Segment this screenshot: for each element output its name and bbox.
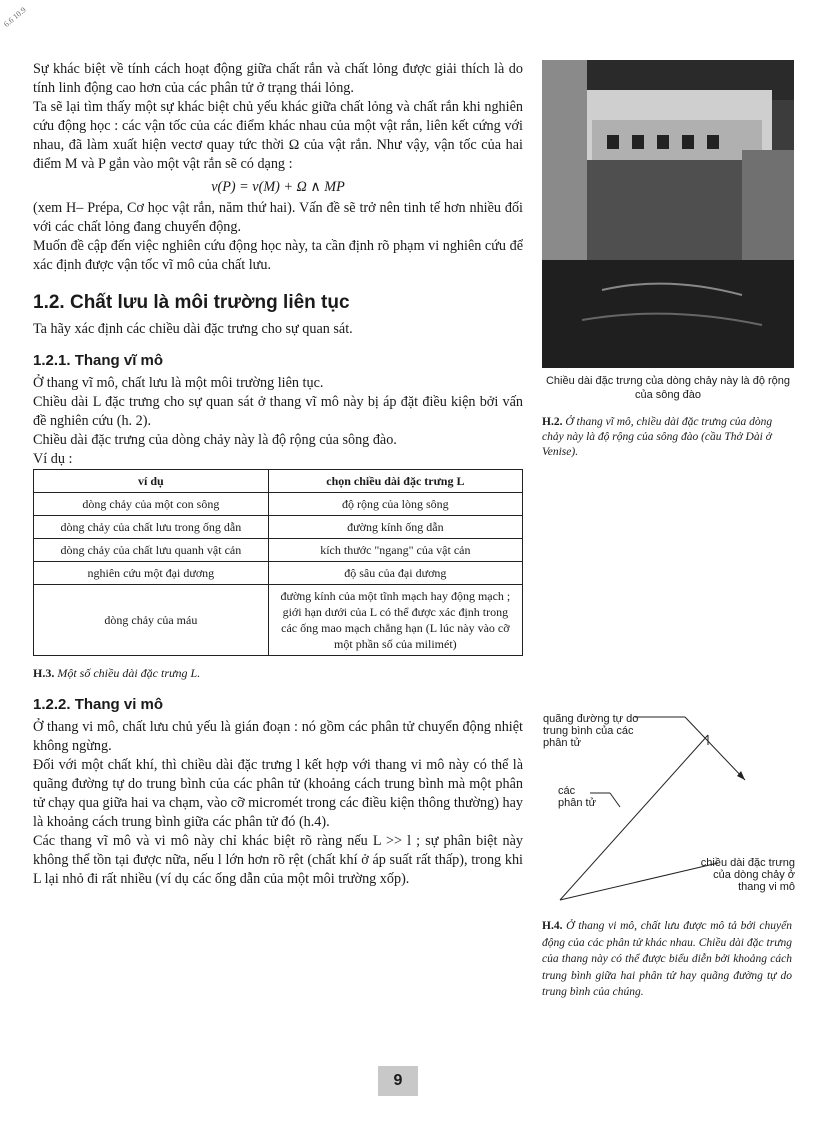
label-molecules: các phân tử bbox=[558, 785, 596, 809]
figure-4-diagram bbox=[540, 705, 800, 915]
table-cell: đường kính của một tĩnh mạch hay động mạch ; giới hạn dưới của L có thể được xác định trong các ống mao mạch chẳng hạn (L lúc này vào cỡ một phần số của milimét) bbox=[268, 585, 522, 656]
intro-paragraph-1: Sự khác biệt về tính cách hoạt động giữa chất rắn và chất lỏng được giải thích là do tính linh động cao hơn của các phân tử ở trạng thái lỏng. bbox=[33, 61, 523, 96]
table-row bbox=[34, 585, 523, 656]
velocity-formula: v(P) = v(M) + Ω ∧ MP bbox=[211, 179, 345, 195]
photo-caption: Chiều dài đặc trưng của dòng chảy này là độ rộng của sông đào bbox=[545, 375, 791, 401]
figure-caption-h4-text: Ở thang vi mô, chất lưu được mô tả bởi chuyển động của các phân tử khác nhau. Chiều dài đặc trưng của thang này có thể được biểu diễn bởi khoảng cách trung bình giữa hai phân tử hay quãng đường tự do trung bình của chúng. bbox=[542, 920, 793, 998]
canal-photo-drawing bbox=[542, 60, 794, 368]
section-heading-1-2-2: 1.2.2. Thang vi mô bbox=[33, 696, 164, 713]
leader-line bbox=[610, 793, 620, 807]
figure-caption-h4 bbox=[542, 918, 792, 1001]
label-characteristic-length: chiều dài đặc trưng của dòng chảy ở thang vi mô bbox=[700, 857, 795, 893]
table-cell: đường kính ống dẫn bbox=[268, 516, 522, 539]
section-heading-1-2: 1.2. Chất lưu là môi trường liên tục bbox=[33, 292, 350, 313]
section-1-2-2-paragraph-2: Đối với một chất khí, thì chiều dài đặc trưng l kết hợp với thang vi mô này có thể là quãng đường tự do trung bình của các phân tử (khoảng cách trung bình mà một phân tử chạy qua giữa hai va chạm, vào cỡ micromét trong các điều kiện thông thường) hay là khoảng cách trung bình giữa các phân tử đó (h.4). bbox=[33, 757, 523, 830]
table-cell: độ sâu của đại dương bbox=[268, 562, 522, 585]
figure-caption-h2-text: Ở thang vĩ mô, chiều dài đặc trưng của dòng chảy này là độ rộng của sông đào (cầu Thở Dài ở Venise). bbox=[542, 416, 773, 458]
figure-caption-h2-label: H.2. bbox=[542, 416, 563, 428]
figure-caption-h2 bbox=[542, 415, 792, 460]
figure-caption-h3-text: Một số chiều dài đặc trưng L. bbox=[57, 666, 201, 680]
section-heading-1-2-1: 1.2.1. Thang vĩ mô bbox=[33, 352, 164, 369]
table-header-example: ví dụ bbox=[34, 470, 269, 493]
section-1-2-2-paragraph-1: Ở thang vi mô, chất lưu chủ yếu là gián đoạn : nó gồm các phân tử chuyển động nhiệt không ngừng. bbox=[33, 719, 523, 754]
table-cell: dòng chảy của một con sông bbox=[34, 493, 269, 516]
figure-caption-h3 bbox=[33, 664, 523, 683]
figure-caption-h3-label: H.3. bbox=[33, 666, 55, 680]
venice-canal-photo bbox=[542, 60, 794, 368]
section-1-2-1-paragraph-3: Chiều dài đặc trưng của dòng chảy này là độ rộng của sông đào. bbox=[33, 432, 397, 448]
examples-table bbox=[33, 469, 523, 656]
table-row bbox=[34, 493, 523, 516]
table-cell: nghiên cứu một đại dương bbox=[34, 562, 269, 585]
table-header-row bbox=[34, 470, 523, 493]
table-row bbox=[34, 516, 523, 539]
table-cell: kích thước "ngang" của vật cản bbox=[268, 539, 522, 562]
figure-caption-h4-label: H.4. bbox=[542, 920, 563, 932]
intro-paragraph-2: Ta sẽ lại tìm thấy một sự khác biệt chủ yếu khác giữa chất lỏng và chất rắn khi nghiên cứu động học : các vận tốc của các điểm khác nhau của một vật rắn, liên kết cứng với nhau, đã làm xuất hiện vectơ quay tức thời Ω của vật rắn. Như vậy, vận tốc của hai điểm M và P gắn vào một vật rắn sẽ có dạng : bbox=[33, 99, 523, 172]
section-1-2-1-paragraph-1: Ở thang vĩ mô, chất lưu là một môi trường liên tục. bbox=[33, 375, 324, 391]
corner-mark: 6.6 10.9 bbox=[2, 5, 28, 29]
section-1-2-intro: Ta hãy xác định các chiều dài đặc trưng cho sự quan sát. bbox=[33, 321, 353, 337]
intro-paragraph-4: Muốn đề cập đến việc nghiên cứu động học này, ta cần định rõ phạm vi nghiên cứu để xác định được vận tốc vĩ mô của chất lưu. bbox=[33, 238, 523, 273]
leader-line bbox=[685, 717, 745, 780]
intro-paragraph-3: (xem H– Prépa, Cơ học vật rắn, năm thứ hai). Vấn đề sẽ trở nên tinh tế hơn nhiều đối với các chất lỏng đang chuyển động. bbox=[33, 200, 523, 235]
table-cell: dòng chảy của chất lưu trong ống dẫn bbox=[34, 516, 269, 539]
table-row bbox=[34, 562, 523, 585]
main-column bbox=[33, 60, 523, 889]
example-label: Ví dụ : bbox=[33, 451, 73, 467]
table-header-length: chọn chiều dài đặc trưng L bbox=[268, 470, 522, 493]
table-cell: độ rộng của lòng sông bbox=[268, 493, 522, 516]
section-1-2-1-paragraph-2: Chiều dài L đặc trưng cho sự quan sát ở thang vĩ mô này bị áp đặt điều kiện bởi vấn đề nghiên cứu (h. 2). bbox=[33, 394, 523, 429]
table-cell: dòng chảy của chất lưu quanh vật cản bbox=[34, 539, 269, 562]
table-row bbox=[34, 539, 523, 562]
page-number: 9 bbox=[378, 1066, 418, 1096]
table-cell: dòng chảy của máu bbox=[34, 585, 269, 656]
section-1-2-2-paragraph-3: Các thang vĩ mô và vi mô này chỉ khác biệt rõ ràng nếu L >> l ; sự phân biệt này không thể tồn tại được nữa, nếu l lớn hơn rõ rệt (chất khí ở áp suất rất thấp), trong khi L lại nhỏ đi rất nhiều (ví dụ các ống dẫn của một môi trường xốp). bbox=[33, 833, 523, 887]
label-mean-free-path: quãng đường tự do trung bình của các phân tử bbox=[543, 713, 639, 749]
diagram-line bbox=[560, 735, 708, 900]
